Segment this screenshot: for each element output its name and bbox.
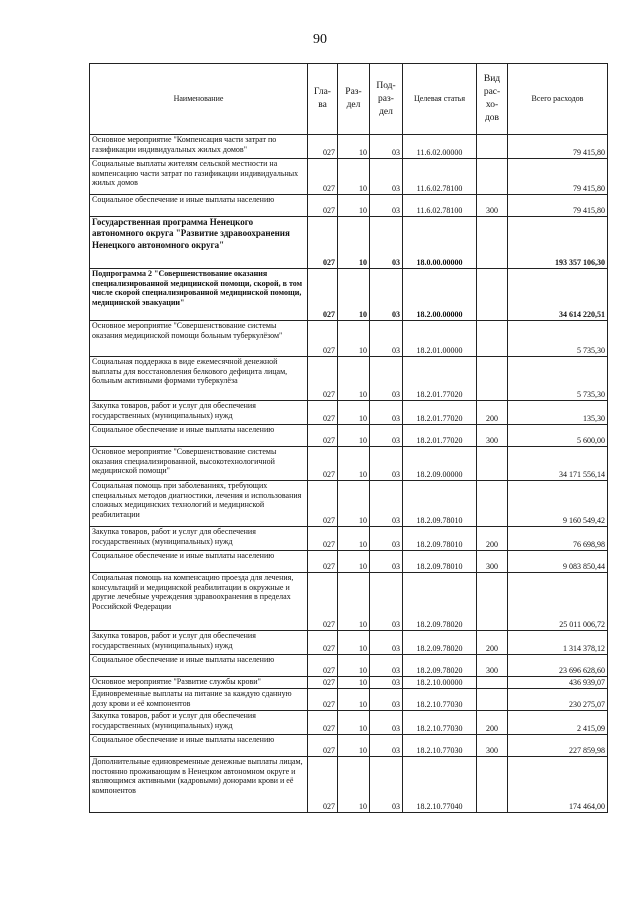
row-target: 18.2.01.77020 [403, 357, 477, 401]
row-section: 10 [338, 357, 370, 401]
row-target: 18.2.10.00000 [403, 677, 477, 689]
row-target: 18.2.09.00000 [403, 447, 477, 481]
row-section: 10 [338, 527, 370, 551]
row-chapter: 027 [308, 425, 338, 447]
row-amount: 230 275,07 [508, 689, 608, 711]
table-row [90, 689, 608, 711]
row-subsection: 03 [370, 757, 403, 813]
row-expense-type [477, 321, 508, 357]
budget-table [89, 63, 608, 813]
row-subsection: 03 [370, 711, 403, 735]
header-target: Целевая статья [403, 64, 477, 135]
row-amount: 79 415,80 [508, 159, 608, 195]
row-chapter: 027 [308, 655, 338, 677]
row-amount: 436 939,07 [508, 677, 608, 689]
row-subsection: 03 [370, 401, 403, 425]
row-section: 10 [338, 269, 370, 321]
row-target: 18.2.10.77030 [403, 711, 477, 735]
row-amount: 193 357 106,30 [508, 217, 608, 269]
row-section: 10 [338, 735, 370, 757]
row-name: Закупка товаров, работ и услуг для обеспечения государственных (муниципальных) нужд [90, 631, 308, 655]
table-row [90, 159, 608, 195]
row-section: 10 [338, 677, 370, 689]
row-amount: 9 083 850,44 [508, 551, 608, 573]
row-section: 10 [338, 573, 370, 631]
table-header-row [90, 64, 608, 135]
row-chapter: 027 [308, 447, 338, 481]
row-subsection: 03 [370, 425, 403, 447]
row-section: 10 [338, 401, 370, 425]
row-section: 10 [338, 135, 370, 159]
row-section: 10 [338, 481, 370, 527]
row-expense-type: 300 [477, 551, 508, 573]
row-amount: 5 735,30 [508, 357, 608, 401]
header-chapter: Гла-ва [308, 64, 338, 135]
row-name: Основное мероприятие "Совершенствование системы оказания медицинской помощи больным туберкулёзом" [90, 321, 308, 357]
row-section: 10 [338, 689, 370, 711]
row-chapter: 027 [308, 481, 338, 527]
row-target: 18.2.01.00000 [403, 321, 477, 357]
row-amount: 23 696 628,60 [508, 655, 608, 677]
row-subsection: 03 [370, 217, 403, 269]
row-target: 18.2.09.78020 [403, 631, 477, 655]
row-amount: 34 171 556,14 [508, 447, 608, 481]
row-expense-type [477, 269, 508, 321]
table-row [90, 527, 608, 551]
row-expense-type [477, 217, 508, 269]
table-row [90, 551, 608, 573]
table-row [90, 321, 608, 357]
row-subsection: 03 [370, 135, 403, 159]
header-expense-type: Вид рас-хо-дов [477, 64, 508, 135]
row-name: Подпрограмма 2 "Совершенствование оказания специализированной медицинской помощи, скорой, в том числе скорой специализированной медицинской помощи, медицинской эвакуации" [90, 269, 308, 321]
row-section: 10 [338, 159, 370, 195]
row-subsection: 03 [370, 655, 403, 677]
row-subsection: 03 [370, 481, 403, 527]
row-name: Дополнительные единовременные денежные выплаты лицам, постоянно проживающим в Ненецком автономном округе и являющимся активными (кадровыми) донорами крови и её компонентов [90, 757, 308, 813]
row-amount: 135,30 [508, 401, 608, 425]
table-row [90, 735, 608, 757]
row-target: 18.2.09.78020 [403, 655, 477, 677]
row-amount: 5 600,00 [508, 425, 608, 447]
row-chapter: 027 [308, 735, 338, 757]
row-subsection: 03 [370, 357, 403, 401]
row-section: 10 [338, 655, 370, 677]
row-name: Социальная помощь на компенсацию проезда для лечения, консультаций и медицинской реабилитации в окружные и другие лечебные учреждения здравоохранения в пределах Российской Федерации [90, 573, 308, 631]
table-row [90, 357, 608, 401]
row-amount: 2 415,09 [508, 711, 608, 735]
row-name: Закупка товаров, работ и услуг для обеспечения государственных (муниципальных) нужд [90, 711, 308, 735]
row-chapter: 027 [308, 217, 338, 269]
row-expense-type: 200 [477, 631, 508, 655]
row-name: Единовременные выплаты на питание за каждую сданную дозу крови и её компонентов [90, 689, 308, 711]
row-expense-type [477, 573, 508, 631]
row-expense-type [477, 689, 508, 711]
row-expense-type: 300 [477, 655, 508, 677]
row-section: 10 [338, 447, 370, 481]
row-name: Социальное обеспечение и иные выплаты населению [90, 195, 308, 217]
row-subsection: 03 [370, 689, 403, 711]
row-section: 10 [338, 217, 370, 269]
row-section: 10 [338, 321, 370, 357]
row-target: 18.2.10.77040 [403, 757, 477, 813]
row-expense-type: 200 [477, 401, 508, 425]
row-amount: 34 614 220,51 [508, 269, 608, 321]
row-target: 18.2.10.77030 [403, 735, 477, 757]
row-chapter: 027 [308, 269, 338, 321]
row-target: 18.2.09.78010 [403, 481, 477, 527]
row-target: 18.2.09.78010 [403, 527, 477, 551]
row-chapter: 027 [308, 401, 338, 425]
row-name: Социальные выплаты жителям сельской местности на компенсацию части затрат по газификации индивидуальных жилых домов [90, 159, 308, 195]
row-subsection: 03 [370, 159, 403, 195]
row-name: Социальное обеспечение и иные выплаты населению [90, 655, 308, 677]
row-chapter: 027 [308, 677, 338, 689]
row-chapter: 027 [308, 631, 338, 655]
row-chapter: 027 [308, 689, 338, 711]
table-row [90, 269, 608, 321]
table-row [90, 573, 608, 631]
table-row [90, 711, 608, 735]
table-row [90, 481, 608, 527]
row-name: Государственная программа Ненецкого автономного округа "Развитие здравоохранения Ненецкого автономного округа" [90, 217, 308, 269]
row-name: Закупка товаров, работ и услуг для обеспечения государственных (муниципальных) нужд [90, 401, 308, 425]
row-expense-type: 300 [477, 735, 508, 757]
row-target: 18.2.10.77030 [403, 689, 477, 711]
row-section: 10 [338, 195, 370, 217]
row-name: Социальное обеспечение и иные выплаты населению [90, 735, 308, 757]
row-target: 11.6.02.00000 [403, 135, 477, 159]
row-expense-type [477, 757, 508, 813]
row-expense-type [477, 677, 508, 689]
row-subsection: 03 [370, 631, 403, 655]
row-section: 10 [338, 757, 370, 813]
header-section: Раз-дел [338, 64, 370, 135]
row-chapter: 027 [308, 573, 338, 631]
row-subsection: 03 [370, 527, 403, 551]
row-name: Социальная поддержка в виде ежемесячной денежной выплаты для восстановления белкового дефицита лицам, больным активными формами туберкулёза [90, 357, 308, 401]
row-chapter: 027 [308, 135, 338, 159]
row-name: Основное мероприятие "Развитие службы крови" [90, 677, 308, 689]
row-amount: 9 160 549,42 [508, 481, 608, 527]
row-chapter: 027 [308, 159, 338, 195]
row-chapter: 027 [308, 757, 338, 813]
table-row [90, 655, 608, 677]
row-target: 11.6.02.78100 [403, 159, 477, 195]
row-subsection: 03 [370, 195, 403, 217]
row-chapter: 027 [308, 321, 338, 357]
row-section: 10 [338, 631, 370, 655]
row-subsection: 03 [370, 677, 403, 689]
row-subsection: 03 [370, 269, 403, 321]
row-section: 10 [338, 711, 370, 735]
row-amount: 79 415,80 [508, 135, 608, 159]
row-name: Социальное обеспечение и иные выплаты населению [90, 425, 308, 447]
table-row [90, 757, 608, 813]
table-row [90, 217, 608, 269]
row-expense-type [477, 159, 508, 195]
table-row [90, 401, 608, 425]
row-name: Основное мероприятие "Совершенствование системы оказания специализированной, высокотехнологичной медицинской помощи" [90, 447, 308, 481]
row-target: 18.2.01.77020 [403, 425, 477, 447]
row-name: Социальное обеспечение и иные выплаты населению [90, 551, 308, 573]
row-section: 10 [338, 551, 370, 573]
row-chapter: 027 [308, 527, 338, 551]
row-target: 18.0.00.00000 [403, 217, 477, 269]
header-name: Наименование [90, 64, 308, 135]
row-amount: 5 735,30 [508, 321, 608, 357]
header-total: Всего расходов [508, 64, 608, 135]
row-expense-type: 300 [477, 195, 508, 217]
row-amount: 174 464,00 [508, 757, 608, 813]
row-name: Социальная помощь при заболеваниях, требующих специальных методов диагностики, лечения и использования сложных медицинских технологий и медицинской реабилитации [90, 481, 308, 527]
row-amount: 227 859,98 [508, 735, 608, 757]
row-target: 18.2.00.00000 [403, 269, 477, 321]
row-target: 11.6.02.78100 [403, 195, 477, 217]
row-amount: 79 415,80 [508, 195, 608, 217]
header-subsection: Под-раз-дел [370, 64, 403, 135]
row-expense-type: 200 [477, 527, 508, 551]
row-target: 18.2.09.78010 [403, 551, 477, 573]
row-expense-type: 300 [477, 425, 508, 447]
row-name: Основное мероприятие "Компенсация части затрат по газификации индивидуальных жилых домов" [90, 135, 308, 159]
table-row [90, 195, 608, 217]
table-row [90, 425, 608, 447]
table-row [90, 631, 608, 655]
page-number: 90 [313, 32, 327, 47]
row-amount: 1 314 378,12 [508, 631, 608, 655]
row-subsection: 03 [370, 573, 403, 631]
row-chapter: 027 [308, 711, 338, 735]
row-amount: 25 011 006,72 [508, 573, 608, 631]
row-section: 10 [338, 425, 370, 447]
row-chapter: 027 [308, 357, 338, 401]
row-target: 18.2.09.78020 [403, 573, 477, 631]
row-expense-type [477, 357, 508, 401]
row-target: 18.2.01.77020 [403, 401, 477, 425]
table-row [90, 677, 608, 689]
table-row [90, 135, 608, 159]
row-subsection: 03 [370, 447, 403, 481]
row-subsection: 03 [370, 551, 403, 573]
table-row [90, 447, 608, 481]
row-subsection: 03 [370, 321, 403, 357]
row-chapter: 027 [308, 195, 338, 217]
row-expense-type [477, 481, 508, 527]
row-chapter: 027 [308, 551, 338, 573]
row-amount: 76 698,98 [508, 527, 608, 551]
row-name: Закупка товаров, работ и услуг для обеспечения государственных (муниципальных) нужд [90, 527, 308, 551]
row-expense-type [477, 135, 508, 159]
row-expense-type: 200 [477, 711, 508, 735]
row-expense-type [477, 447, 508, 481]
row-subsection: 03 [370, 735, 403, 757]
